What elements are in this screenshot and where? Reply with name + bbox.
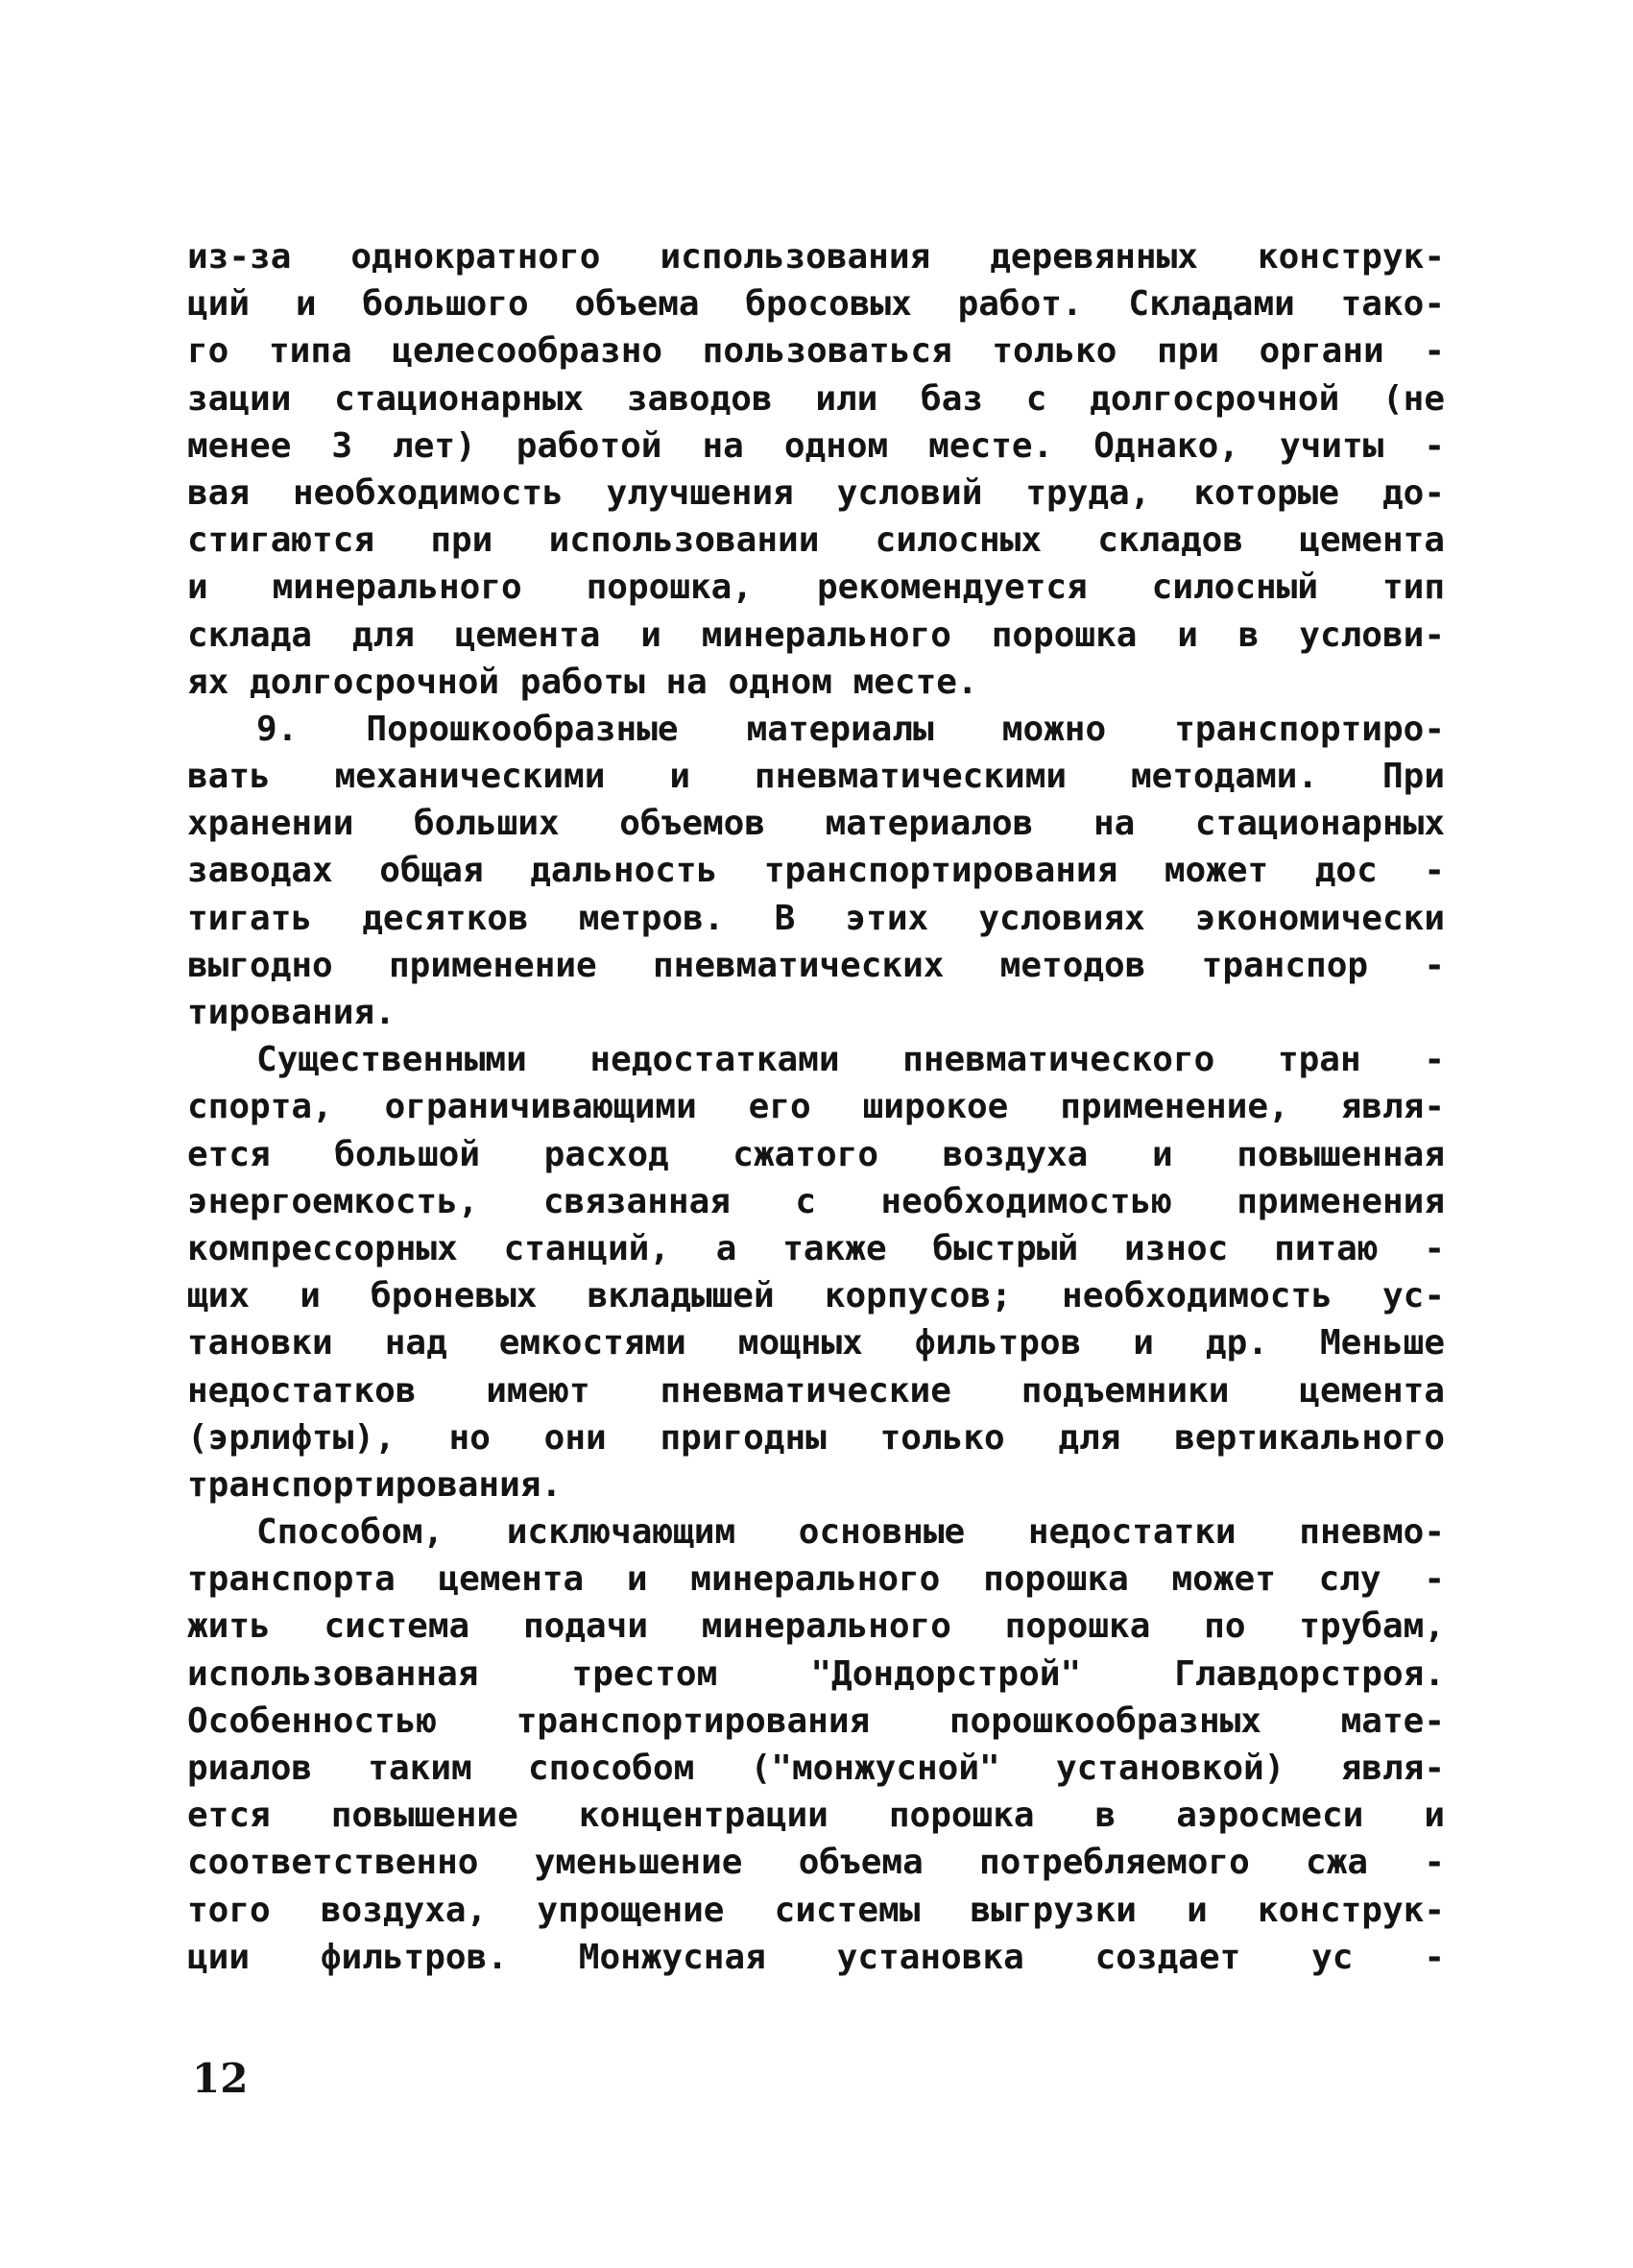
text-line: склада для цемента и минерального порошка и в услови- [187, 615, 1445, 655]
text-line: спорта, ограничивающими его широкое применение, явля- [187, 1087, 1445, 1127]
text-line: использованная трестом "Дондорстрой" Главдорстроя. [187, 1653, 1445, 1694]
text-line: ях долгосрочной работы на одном месте. [187, 662, 978, 702]
text-line: и минерального порошка, рекомендуется силосный тип [187, 567, 1445, 608]
text-line: энергоемкость, связанная с необходимостью применения [187, 1181, 1445, 1221]
paragraph-start-line: Существенными недостатками пневматического тран - [256, 1040, 1445, 1080]
text-line: соответственно уменьшение объема потребляемого сжа - [187, 1843, 1445, 1883]
text-line: выгодно применение пневматических методов транспор - [187, 945, 1445, 985]
text-line: го типа целесообразно пользоваться только при органи - [187, 331, 1445, 372]
text-line: вая необходимость улучшения условий труда, которые до- [187, 472, 1445, 513]
text-line: менее 3 лет) работой на одном месте. Однако, учиты - [187, 425, 1445, 466]
text-line: риалов таким способом ("монжусной" установкой) явля- [187, 1749, 1445, 1788]
text-line: жить система подачи минерального порошка по трубам, [187, 1606, 1445, 1647]
text-line: транспортирования. [187, 1464, 563, 1505]
text-line: недостатков имеют пневматические подъемники цемента [187, 1370, 1445, 1411]
text-line: компрессорных станций, а также быстрый износ питаю - [187, 1228, 1445, 1268]
text-line: заводах общая дальность транспортирования может дос - [187, 851, 1445, 891]
text-line: Особенностью транспортирования порошкообразных мате- [187, 1701, 1445, 1741]
text-line: щих и броневых вкладышей корпусов; необходимость ус- [187, 1276, 1445, 1316]
text-line: ется большой расход сжатого воздуха и повышенная [187, 1134, 1445, 1174]
text-line: зации стационарных заводов или баз с долгосрочной (не [187, 378, 1445, 419]
text-line: транспорта цемента и минерального порошка может слу - [187, 1559, 1445, 1600]
page-number: 12 [192, 2055, 249, 2102]
text-line: тирования. [187, 993, 396, 1032]
text-line: тановки над емкостями мощных фильтров и др. Меньше [187, 1323, 1445, 1363]
text-line: ется повышение концентрации порошка в аэросмеси и [187, 1796, 1445, 1836]
body-text [187, 233, 1445, 1981]
text-line: ций и большого объема бросовых работ. Складами тако- [187, 284, 1445, 325]
text-line: стигаются при использовании силосных складов цемента [187, 520, 1445, 561]
text-line: тигать десятков метров. В этих условиях экономически [187, 898, 1445, 938]
text-line: того воздуха, упрощение системы выгрузки и конструк- [187, 1890, 1445, 1930]
paragraph-start-line: 9. Порошкообразные материалы можно транспортиро- [256, 709, 1445, 749]
text-line: из-за однократного использования деревянных конструк- [187, 237, 1445, 277]
paragraph-start-line: Способом, исключающим основные недостатки пневмо- [256, 1512, 1445, 1553]
text-line: вать механическими и пневматическими методами. При [187, 757, 1445, 797]
text-line: (эрлифты), но они пригодны только для вертикального [187, 1417, 1445, 1458]
text-line: хранении больших объемов материалов на стационарных [187, 804, 1445, 844]
text-line: ции фильтров. Монжусная установка создает ус - [187, 1937, 1445, 1977]
